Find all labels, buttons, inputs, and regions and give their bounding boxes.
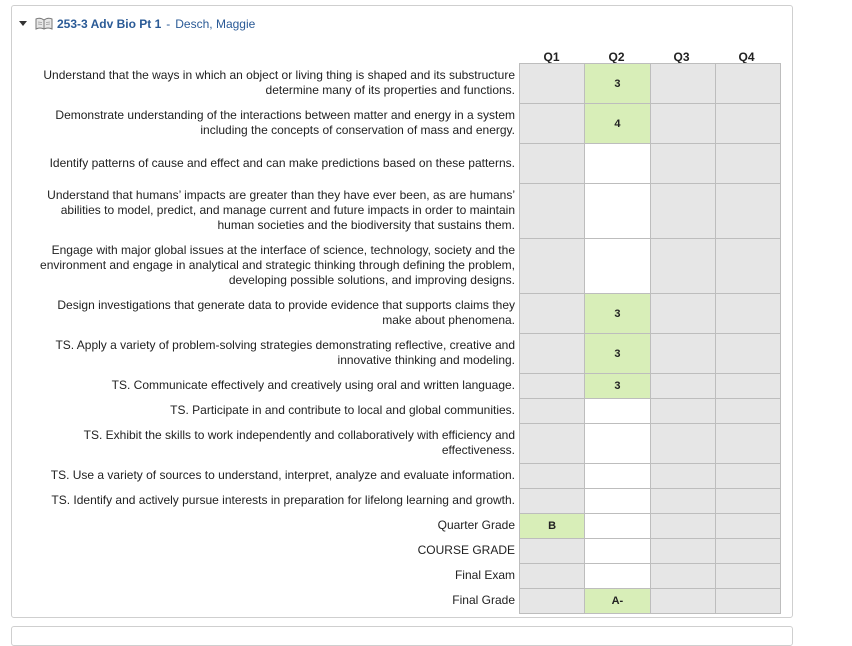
grade-row (520, 144, 781, 184)
grade-cell-q3 (650, 564, 715, 589)
grade-row (520, 294, 781, 334)
standard-label: Demonstrate understanding of the interactions between matter and energy in a system including the concepts of conservation of mass and energy. (55, 108, 515, 137)
grade-row (520, 64, 781, 104)
grade-cell-q1 (520, 104, 585, 144)
grade-cell-q3 (650, 589, 715, 614)
standard-label: Final Grade (452, 593, 515, 607)
grade-cell-q2 (585, 489, 650, 514)
grade-cell-q2 (585, 399, 650, 424)
q2-header: Q2 (608, 50, 625, 64)
open-book-icon (35, 17, 53, 31)
grade-cell-q1 (520, 184, 585, 239)
grade-cell-q4 (715, 424, 780, 464)
standard-label: Quarter Grade (437, 518, 515, 532)
grade-row (520, 184, 781, 239)
standard-label: TS. Exhibit the skills to work independently and collaboratively with efficiency and effectiveness. (83, 428, 515, 457)
grade-cell-q3 (650, 464, 715, 489)
grade-cell-q2 (585, 144, 650, 184)
grade-cell-q4 (715, 184, 780, 239)
grade-cell-q1 (520, 334, 585, 374)
grade-cell-q2[interactable]: 3 (585, 294, 650, 334)
grade-cell-q1 (520, 424, 585, 464)
grade-cell-q2[interactable]: 4 (585, 104, 650, 144)
grade-cell-q2 (585, 464, 650, 489)
grade-cell-q2 (585, 539, 650, 564)
grade-cell-q4 (715, 514, 780, 539)
grade-cell-q4 (715, 489, 780, 514)
grade-cell-q3 (650, 144, 715, 184)
grade-cell-q3 (650, 104, 715, 144)
grade-row (520, 239, 781, 294)
grade-cell-q4 (715, 589, 780, 614)
grade-cell-q4 (715, 144, 780, 184)
standard-label: TS. Communicate effectively and creatively using oral and written language. (111, 378, 515, 392)
grade-row (520, 399, 781, 424)
standard-label: COURSE GRADE (417, 543, 515, 557)
grade-cell-q4 (715, 539, 780, 564)
q3-header: Q3 (673, 50, 690, 64)
grade-cell-q3 (650, 64, 715, 104)
grade-cell-q2[interactable]: 3 (585, 64, 650, 104)
grade-cell-q2 (585, 564, 650, 589)
grade-row (520, 464, 781, 489)
grade-cell-q4 (715, 64, 780, 104)
grade-cell-q1 (520, 564, 585, 589)
grade-cell-q2 (585, 424, 650, 464)
teacher-link[interactable]: Desch, Maggie (175, 17, 256, 31)
grade-row (520, 564, 781, 589)
grade-cell-q2 (585, 239, 650, 294)
grade-cell-q2 (585, 184, 650, 239)
grade-row (520, 539, 781, 564)
grade-cell-q3 (650, 514, 715, 539)
grade-cell-q1 (520, 239, 585, 294)
standard-label: TS. Identify and actively pursue interests in preparation for lifelong learning and growth. (51, 493, 515, 507)
standard-label: Identify patterns of cause and effect and can make predictions based on these patterns. (49, 155, 515, 170)
standard-label: TS. Use a variety of sources to understand, interpret, analyze and evaluate information. (50, 468, 515, 482)
grade-cell-q4 (715, 104, 780, 144)
next-course-panel (11, 626, 793, 646)
grade-cell-q1 (520, 539, 585, 564)
standard-label: TS. Apply a variety of problem-solving strategies demonstrating reflective, creative and innovative thinking and modeling. (55, 338, 515, 367)
course-header (19, 15, 255, 33)
grade-row (520, 514, 781, 539)
grade-cell-q2[interactable]: A- (585, 589, 650, 614)
grade-cell-q2[interactable]: 3 (585, 374, 650, 399)
grade-cell-q3 (650, 489, 715, 514)
standard-label: Understand that humans’ impacts are greater than they have ever been, as are humans’ abilities to model, predict, and manage current and future impacts in order to maintain human societies and the biodiversity that sustains them. (47, 188, 515, 232)
grade-cell-q4 (715, 294, 780, 334)
grade-cell-q3 (650, 374, 715, 399)
grade-cell-q3 (650, 334, 715, 374)
grade-cell-q4 (715, 239, 780, 294)
grade-cell-q3 (650, 184, 715, 239)
grade-row (520, 334, 781, 374)
grade-cell-q3 (650, 399, 715, 424)
grade-cell-q1 (520, 294, 585, 334)
grade-cell-q1 (520, 144, 585, 184)
q4-header: Q4 (738, 50, 755, 64)
grade-cell-q1 (520, 489, 585, 514)
grade-cell-q4 (715, 564, 780, 589)
grade-cell-q1 (520, 64, 585, 104)
grade-row (520, 424, 781, 464)
caret-down-icon[interactable] (19, 20, 27, 28)
grade-row (520, 589, 781, 614)
grade-cell-q4 (715, 399, 780, 424)
grade-row (520, 374, 781, 399)
grade-cell-q1 (520, 374, 585, 399)
standard-label: Engage with major global issues at the interface of science, technology, society and the environment and engage in analytical and strategic thinking through defining the problem, developing possible solutions, and improving designs. (40, 243, 515, 287)
grade-cell-q4 (715, 464, 780, 489)
grade-cell-q4 (715, 374, 780, 399)
q1-header: Q1 (543, 50, 560, 64)
grade-cell-q3 (650, 239, 715, 294)
grade-cell-q1 (520, 589, 585, 614)
grade-cell-q2[interactable]: 3 (585, 334, 650, 374)
grade-cell-q3 (650, 424, 715, 464)
grade-cell-q4 (715, 334, 780, 374)
grade-grid (519, 63, 781, 614)
grade-cell-q3 (650, 294, 715, 334)
grade-cell-q1[interactable]: B (520, 514, 585, 539)
standard-label: TS. Participate in and contribute to local and global communities. (170, 403, 515, 417)
grade-row (520, 489, 781, 514)
grade-cell-q3 (650, 539, 715, 564)
grade-row (520, 104, 781, 144)
grade-cell-q1 (520, 399, 585, 424)
standard-label: Understand that the ways in which an object or living thing is shaped and its substructure determine many of its properties and functions. (43, 68, 515, 97)
grade-cell-q1 (520, 464, 585, 489)
title-separator: - (166, 17, 171, 31)
standard-label: Design investigations that generate data to provide evidence that supports claims they make about phenomena. (57, 298, 515, 327)
grade-cell-q2 (585, 514, 650, 539)
standard-label: Final Exam (454, 568, 515, 582)
standards-label-column (30, 63, 515, 613)
course-title-link[interactable]: 253-3 Adv Bio Pt 1 (57, 17, 162, 31)
